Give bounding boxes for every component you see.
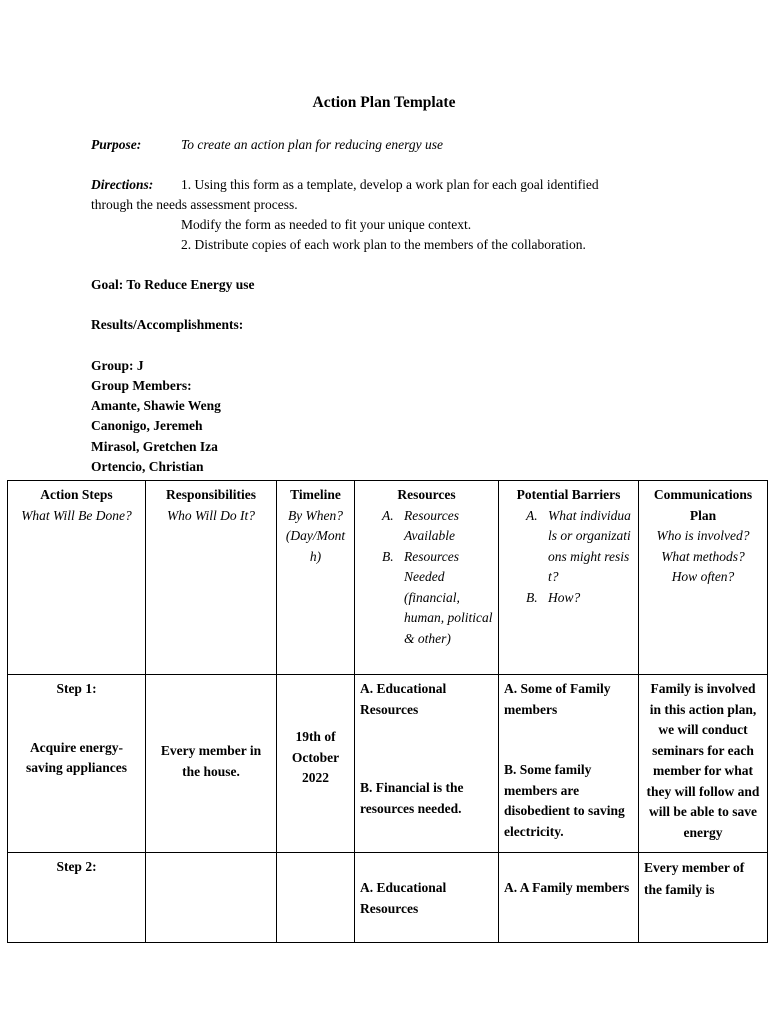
list-marker: A. (526, 507, 538, 523)
barrier-who: A. A Family members (504, 880, 630, 895)
group-member: Ortencio, Christian (91, 459, 204, 474)
list-text: Resources Available (404, 507, 459, 543)
header-title: Potential Barriers (516, 487, 621, 502)
header-action-steps (8, 481, 146, 675)
timeline-text: 19th of October 2022 (291, 729, 340, 785)
purpose-text: To create an action plan for reducing energy use (181, 137, 443, 152)
table-header-row (8, 481, 768, 675)
step-action: Acquire energy-saving appliances (26, 739, 127, 775)
step-label: Step 2: (56, 859, 97, 874)
cell-action-step (8, 675, 146, 853)
header-subtitle: How often? (671, 569, 735, 584)
list-text: What individuals or organizations might resist? (548, 507, 631, 584)
responsibility-text: Every member in the house. (160, 743, 262, 779)
header-responsibilities (146, 481, 277, 675)
table-row (8, 675, 768, 853)
goal: Goal: To Reduce Energy use (91, 277, 255, 292)
header-title: Resources (397, 487, 456, 502)
list-text: How? (548, 589, 581, 605)
step-label: Step 1: (56, 681, 97, 696)
list-text: Resources Needed (financial, human, political & other) (404, 548, 493, 646)
cell-communications (639, 853, 768, 943)
cell-responsibility (146, 675, 277, 853)
list-item (526, 588, 633, 609)
directions-line-4: 2. Distribute copies of each work plan to the members of the collaboration. (181, 237, 586, 252)
cell-timeline (277, 675, 355, 853)
list-item (382, 506, 493, 547)
cell-resources (355, 675, 499, 853)
list-item (382, 547, 493, 650)
header-title: Responsibilities (165, 487, 257, 502)
header-list (504, 506, 633, 609)
header-subtitle: What Will Be Done? (21, 507, 132, 523)
resources-available: A. Educational Resources (360, 681, 447, 717)
directions-label: Directions: (91, 177, 154, 192)
group-member: Canonigo, Jeremeh (91, 418, 203, 433)
group-member: Amante, Shawie Weng (91, 398, 221, 413)
header-potential-barriers (499, 481, 639, 675)
header-subtitle: By When? (Day/Month) (285, 507, 346, 564)
barrier-how: B. Some family members are disobedient to saving electricity. (504, 762, 625, 839)
list-marker: B. (526, 589, 538, 605)
directions-line-1: 1. Using this form as a template, develop a work plan for each goal identified (181, 177, 599, 192)
cell-resources (355, 853, 499, 943)
header-communications-plan (639, 481, 768, 675)
directions-line-2: through the needs assessment process. (91, 197, 298, 212)
header-resources (355, 481, 499, 675)
communications-text: Every member of the family is (644, 860, 745, 897)
header-subtitle: Who is involved? (656, 528, 750, 543)
list-marker: A. (382, 507, 394, 523)
group-member: Mirasol, Gretchen Iza (91, 439, 218, 454)
header-title: Communications Plan (653, 487, 753, 523)
resources-available: A. Educational Resources (360, 880, 447, 916)
header-list (360, 506, 493, 650)
barrier-who: A. Some of Family members (504, 681, 611, 717)
header-subtitle: What methods? (661, 548, 745, 564)
list-item (526, 506, 633, 588)
cell-barriers (499, 675, 639, 853)
header-timeline (277, 481, 355, 675)
resources-needed: B. Financial is the resources needed. (360, 780, 464, 816)
results-label: Results/Accomplishments: (91, 317, 244, 332)
cell-action-step (8, 853, 146, 943)
header-title: Action Steps (40, 487, 113, 502)
document-title: Action Plan Template (312, 94, 456, 111)
cell-responsibility (146, 853, 277, 943)
directions-line-3: Modify the form as needed to fit your unique context. (181, 217, 472, 232)
table-row (8, 853, 768, 943)
communications-text: Family is involved in this action plan, we will conduct seminars for each member for what they will follow and will be able to save energy (646, 681, 760, 840)
header-title: Timeline (290, 487, 341, 502)
cell-timeline (277, 853, 355, 943)
group-members-label: Group Members: (91, 378, 192, 393)
cell-communications (639, 675, 768, 853)
list-marker: B. (382, 548, 394, 564)
purpose-label: Purpose: (91, 137, 142, 152)
action-plan-table (7, 480, 768, 943)
cell-barriers (499, 853, 639, 943)
header-subtitle: Who Will Do It? (166, 507, 256, 523)
group-label: Group: J (91, 358, 144, 373)
